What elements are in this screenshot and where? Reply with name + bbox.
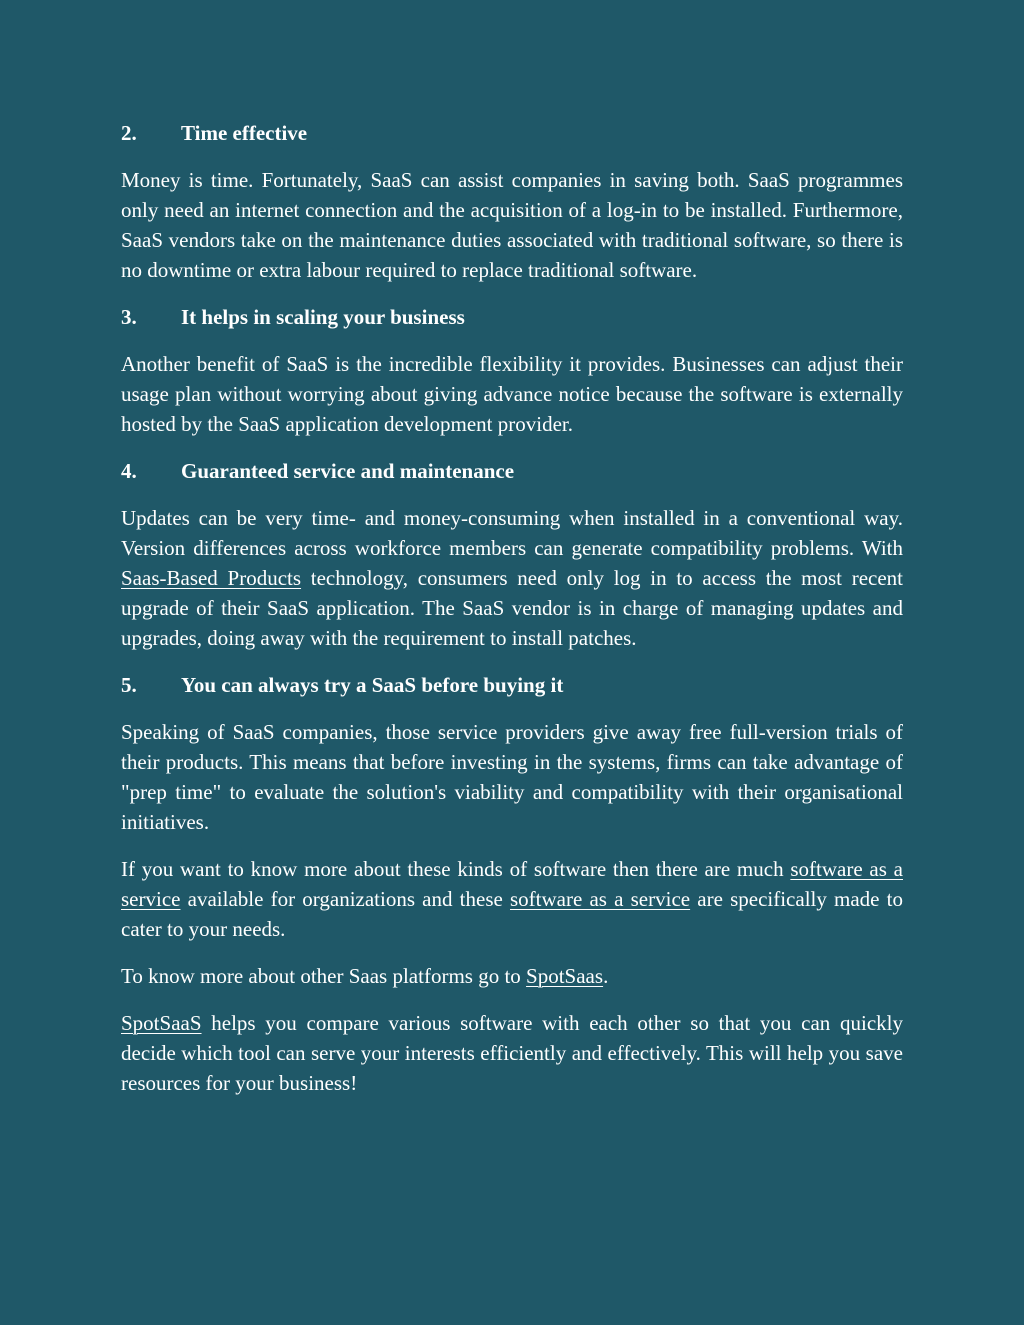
section-heading-try-before-buying [121,670,903,700]
closing-paragraph-platforms [121,961,903,991]
closing-paragraph-software [121,854,903,944]
section-heading-maintenance [121,456,903,486]
section-title: It helps in scaling your business [181,305,465,329]
body-text: are specifically made to cater to your needs. [121,887,904,941]
body-text: To know more about other Saas platforms go to [121,964,527,988]
section-number: 4. [121,459,137,483]
section-heading-time-effective [121,118,903,148]
section-heading-scaling [121,302,903,332]
body-text: available for organizations and these [180,887,510,911]
software-as-a-service-link-2[interactable]: software as a service [510,887,691,911]
spotsaas-link-2[interactable]: SpotSaaS [121,1011,202,1035]
section-body-try-before-buying: Speaking of SaaS companies, those service providers give away free full-version trials of their products. This means that before investing in the systems, firms can take advantage of "prep time" to evaluate the solution's viability and compatibility with their organisational initiatives. [121,720,903,834]
software-as-a-service-link[interactable]: software as a service [121,857,903,911]
section-number: 5. [121,673,137,697]
section-body-scaling: Another benefit of SaaS is the incredible flexibility it provides. Businesses can adjust their usage plan without worrying about giving advance notice because the software is externally hosted by the SaaS application development provider. [121,352,903,436]
body-text: . [603,964,609,988]
body-text: If you want to know more about these kinds of software then there are much [121,857,791,881]
section-body-maintenance [121,503,903,653]
saas-based-products-link[interactable]: Saas-Based Products [121,566,302,590]
section-title: You can always try a SaaS before buying it [181,673,564,697]
section-number: 2. [121,121,137,145]
body-text: helps you compare various software with each other so that you can quickly decide which tool can serve your interests efficiently and effectively. This will help you save resources for your business! [121,1011,903,1095]
section-title: Guaranteed service and maintenance [181,459,515,483]
body-text: technology, consumers need only log in to access the most recent upgrade of their SaaS application. The SaaS vendor is in charge of managing updates and upgrades, doing away with the requirement to install patches. [121,566,904,650]
closing-paragraph-spotsaas [121,1008,903,1098]
section-number: 3. [121,305,137,329]
section-title: Time effective [181,121,308,145]
body-text: Updates can be very time- and money-consuming when installed in a conventional way. Version differences across workforce members can generate compatibility problems. With [121,506,903,560]
spotsaas-link[interactable]: SpotSaas [526,964,604,988]
section-body-time-effective: Money is time. Fortunately, SaaS can assist companies in saving both. SaaS programmes only need an internet connection and the acquisition of a log-in to be installed. Furthermore, SaaS vendors take on the maintenance duties associated with traditional software, so there is no downtime or extra labour required to replace traditional software. [121,168,903,282]
